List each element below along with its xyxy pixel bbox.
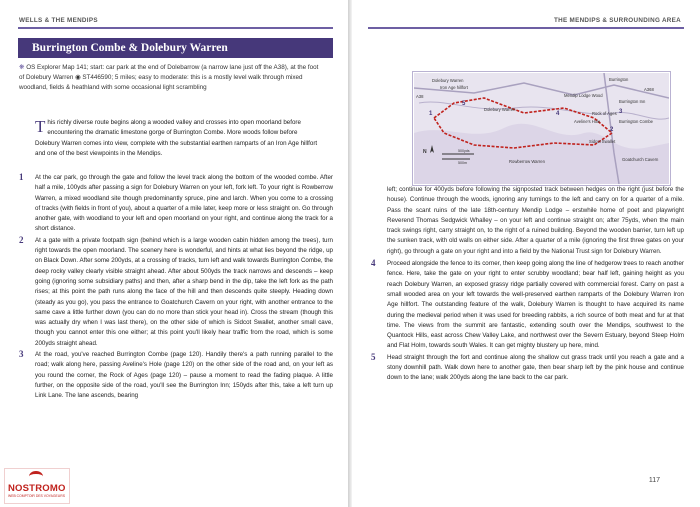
page-number: 117 xyxy=(648,477,660,484)
left-steps xyxy=(19,173,333,403)
map-label: Mendip Lodge Wood xyxy=(564,93,603,98)
waypoint-marker: 2 xyxy=(610,127,614,133)
scale-m: 500m xyxy=(458,161,467,165)
route-map xyxy=(414,73,669,184)
map-label: A38 xyxy=(416,94,424,99)
waypoint-marker: 4 xyxy=(556,111,560,117)
map-label: Rock of Ages xyxy=(592,111,617,116)
intro-text: his richly diverse route begins along a wooded valley and crosses into open moorland before encountering the dramatic limestone gorge of Burrington Combe. More woods follow before Dolebury Warren comes into view, complete with the substantial earthen ramparts of an Iron Age hillfort and one of the best viewpoints in the Mendips. xyxy=(35,119,318,157)
step-text: Head straight through the fort and continue along the shallow cut grass track until you reach a gate and a stony downhill path. Walk down here to another gate, then bear sharp left by the pink house and continue down to the lane; walk 200yds along the lane back to the car park. xyxy=(387,353,684,382)
map-label: Aveline's Hole xyxy=(574,119,601,124)
map-label: Rowberrow Warren xyxy=(509,159,545,164)
map-label: Burrington Combe xyxy=(619,119,653,124)
map-label: Iron Age hillfort xyxy=(440,85,468,90)
drop-cap: T xyxy=(35,117,46,136)
left-page xyxy=(0,0,348,507)
walk-info xyxy=(19,63,324,93)
map-label: Dolebury Warren xyxy=(432,78,464,83)
step-text: At a gate with a private footpath sign (behind which is a large wooden cabin hidden among the trees), turn right towards the open moorland. The scenery here is wonderful, and hints at what lies beyond the ridge, up on Black Down. After some 200yds, at a crossing of tracks, turn left and walk towards Burrington Combe, the deep rocky valley clearly visible straight ahead. After about 500yds the track narrows and descends – keep going (ignoring some subsidiary paths) and then, after a sharp bend in the dip, take the left fork as the path rises; at this point the path runs along the face of the hill and then descends quite steeply. Heading down (steady as you go), you pass the entrance to Goatchurch Cavern on your right, with another entrance to the same cave a little further down (you can do no more than stick your head in). Cross the stream (though this was actually dry when I was last there), on the other side of which is Sidcot Swallet, another small cave, though you cannot enter this one either; at this point you'll likely hear traffic from the road, which is some 200yds straight ahead. xyxy=(35,236,333,347)
walk-info-text: OS Explorer Map 141; start: car park at the end of Dolebarrow (a narrow lane just off the A38), at the foot of Dolebury Warren ◉ ST446590; 5 miles; easy to moderate: this is a mostly level walk through mixed woodland, fields & heathland with some occasional light scrambling xyxy=(19,64,319,91)
scale-yds: 500yds xyxy=(458,149,470,153)
running-head-left: WELLS & THE MENDIPS xyxy=(19,17,98,24)
step-number: 4 xyxy=(371,258,376,269)
step-number: 1 xyxy=(19,172,24,182)
header-rule xyxy=(368,27,684,29)
waypoint-marker: 5 xyxy=(462,101,466,107)
walk-step xyxy=(19,350,333,401)
step-text: At the car park, go through the gate and follow the level track along the bottom of the wooded combe. After half a mile, 100yds after passing a sign for Dolebury Warren on your left, fork left. To your right is Rowberrow Warren, a mixed woodland site though predominantly spruce, pine and larch. When you come to a crossing of tracks (with fields in front of you), about a quarter of a mile later, keep more or less straight on. Go through another gate, with woodland to your left and open moorland on your right, and continue along the track for a short distance. xyxy=(35,174,333,233)
waypoint-marker: 3 xyxy=(619,109,623,115)
header-rule xyxy=(18,27,333,29)
intro-paragraph xyxy=(35,118,323,159)
walk-icon: ❋ xyxy=(19,64,25,71)
walk-step xyxy=(19,173,333,235)
waypoint-marker: 1 xyxy=(429,111,433,117)
svg-text:N: N xyxy=(423,149,427,155)
walk-step xyxy=(19,236,333,349)
step-number: 5 xyxy=(371,351,376,362)
map-label: Sidcot Swallet xyxy=(589,139,616,144)
step-number: 3 xyxy=(19,349,24,360)
map-label: A368 xyxy=(644,87,654,92)
step-text: Proceed alongside the fence to its corner, then keep going along the line of hedgerow trees to reach another fence. Here, take the gate on your right to enter scrubby woodland; bear half left, gaining height as you reach Dolebury Warren, an exposed grassy ridge partially covered with commercial forest. Carry on past a small wooded area on your left towards the well-preserved earthen ramparts of the Dolebury Warren Iron Age hillfort. The outstanding feature of the walk, Dolebury Warren is thought to have acquired its name during the medieval period when it was used for breeding rabbits, a rich source of both meat and fur at that time. The views from the summit are fantastic, extending south over the Mendips, southwest to the Quantock Hills, east across Chew Valley Lake, and northwest over the Severn Estuary, beyond Steep Holm and Flat Holm, towards south Wales. It can get mighty blustery up here, mind. xyxy=(387,260,684,350)
nostromo-logo xyxy=(4,468,70,504)
logo-tagline: WEB COMPTOIR DES VOYAGEURS xyxy=(8,494,65,498)
running-head-right: THE MENDIPS & SURROUNDING AREA xyxy=(553,17,681,24)
map-label: Burrington Inn xyxy=(619,99,646,104)
walk-title: Burrington Combe & Dolebury Warren xyxy=(18,38,333,58)
right-steps xyxy=(371,185,684,385)
logo-name: NOSTROMO xyxy=(8,483,66,494)
step-text: At the road, you've reached Burrington Combe (page 120). Handily there's a path running parallel to the road; walk along here, passing Aveline's Hole (page 120) on the other side of the road and, on your left as you round the corner, the Rock of Ages (page 120) – pause a moment to read the fading plaque. A little further, on the opposite side of the road, you'll see the Burrington Inn; 150yds after this, take a left turn up Link Lane. The lane ascends, bearing xyxy=(35,351,333,400)
map-label: Dolebury Warren xyxy=(484,107,516,112)
map-label: Goatchurch Cavern xyxy=(622,157,659,162)
map-label: Burrington xyxy=(609,77,629,82)
step-continuation: left; continue for 400yds before following the signposted track between hedges on the right (just before the house). Continue through the woods, ignoring any turnings to the left and carry on for a quarter of a mile. Pass the scant ruins of the late 18th-century Mendip Lodge – erstwhile home of poet and playwright Reverend Thomas Sedgwick Whalley – on your left and continue straight on; after 75yds, when the main track swings right, carry straight on, to the right of a ruined building. Beyond the wooden barrier, turn left up the sunken track, with old walls on either side. After a quarter of a mile (ignoring the first three gates on your right), go through a gate on your right and into a field by the National Trust sign for Dolebury Warren. xyxy=(387,186,684,255)
walk-step xyxy=(371,353,684,384)
logo-arc-icon xyxy=(29,471,43,482)
step-number: 2 xyxy=(19,234,24,245)
walk-step xyxy=(371,259,684,352)
